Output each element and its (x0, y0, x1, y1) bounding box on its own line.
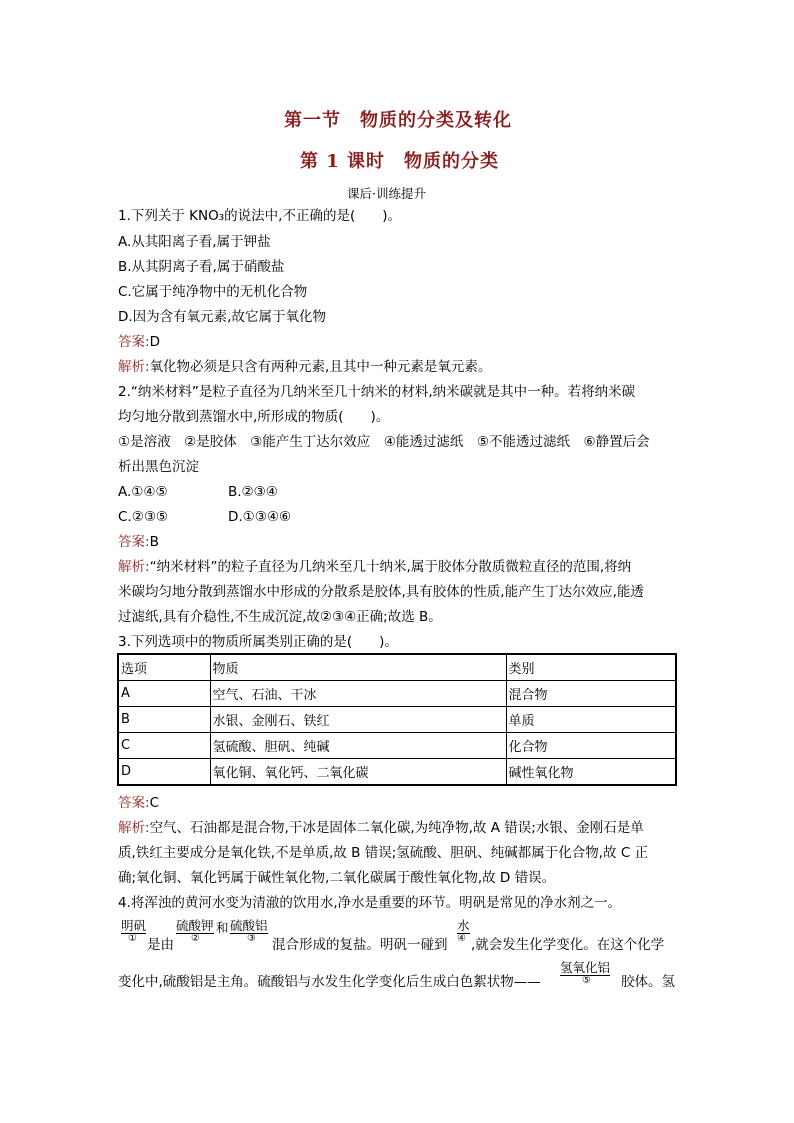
table-cell: 碱性氧化物 (506, 759, 676, 786)
underlined-word: 氢氧化铝 (560, 960, 611, 975)
q4-num-4: ④ (457, 933, 466, 944)
q4-word-1 (121, 918, 146, 934)
table-header-cell: 物质 (210, 654, 506, 681)
q2-stem-line-2: 均匀地分散到蒸馏水中,所形成的物质( )。 (118, 409, 390, 425)
q1-option-b: B.从其阴离子看,属于硝酸盐 (118, 259, 285, 275)
q1-option-c: C.它属于纯净物中的无机化合物 (118, 284, 308, 300)
table-row (118, 759, 676, 786)
q2-analysis-line-2: 米碳均匀地分散到蒸馏水中形成的分散系是胶体,具有胶体的性质,能产生丁达尔效应,能透 (118, 584, 644, 600)
q1-stem: 1.下列关于 KNO₃的说法中,不正确的是( )。 (118, 208, 401, 224)
q1-analysis (118, 358, 491, 376)
table-cell: C (118, 733, 210, 759)
table-cell: 空气、石油、干冰 (210, 681, 506, 707)
analysis-label: 解析: (118, 359, 150, 375)
lesson-title: 第 1 课时 物质的分类 (300, 151, 500, 172)
analysis-text: “纳米材料”的粒子直径为几纳米至几十纳米,属于胶体分散质微粒直径的范围,将纳 (149, 559, 632, 575)
q4-text-4: ,就会发生化学变化。在这个化学 (471, 937, 665, 953)
answer-label: 答案: (118, 795, 150, 811)
q3-answer (118, 794, 159, 812)
table-cell: 化合物 (506, 733, 676, 759)
q4-stem: 4.将浑浊的黄河水变为清澈的饮用水,净水是重要的环节。明矾是常见的净水剂之一。 (118, 895, 622, 911)
q3-analysis-line-2: 质,铁红主要成分是氧化铁,不是单质,故 B 错误;氢硫酸、胆矾、纯碱都属于化合物,故 C 正 (118, 845, 649, 861)
q4-text-3: 混合形成的复盐。明矾一碰到 (272, 937, 448, 953)
q4-text-1: 是由 (147, 937, 174, 953)
section-title: 第一节 物质的分类及转化 (284, 110, 512, 131)
q4-text-2: 和 (216, 920, 229, 935)
q1-option-a: A.从其阳离子看,属于钾盐 (118, 234, 271, 250)
q2-analysis-line-3: 过滤纸,具有介稳性,不生成沉淀,故②③④正确;故选 B。 (118, 609, 442, 625)
table-cell: D (118, 759, 210, 786)
underlined-word: 水 (457, 918, 470, 933)
answer-value: C (149, 795, 159, 811)
q4-word-3 (230, 918, 268, 934)
q4-line-3: 变化中,硫酸铝是主角。硫酸铝与水发生化学变化后生成白色絮状物—— (118, 974, 541, 990)
q3-analysis-line-1 (118, 819, 644, 837)
underlined-word: 明矾 (121, 918, 147, 933)
table-row (118, 681, 676, 707)
analysis-label: 解析: (118, 559, 150, 575)
q4-num-1: ① (128, 933, 137, 944)
table-cell: 氢硫酸、胆矾、纯碱 (210, 733, 506, 759)
q2-option-d: D.①③④⑥ (228, 509, 292, 525)
table-cell: 单质 (506, 707, 676, 733)
q4-num-3: ③ (247, 933, 256, 944)
q2-option-a: A.①④⑤ (118, 484, 168, 500)
table-header-row (118, 654, 676, 681)
q2-stem-line-3: ①是溶液 ②是胶体 ③能产生丁达尔效应 ④能透过滤纸 ⑤不能透过滤纸 ⑥静置后会 (118, 434, 650, 450)
q4-word-5 (560, 960, 610, 976)
q2-answer (118, 533, 159, 551)
analysis-label: 解析: (118, 820, 150, 836)
table-header-cell: 选项 (118, 654, 210, 681)
q4-num-2: ② (191, 933, 200, 944)
q2-analysis-line-1 (118, 558, 631, 576)
q3-analysis-line-3: 确;氧化铜、氧化钙属于碱性氧化物,二氧化碳属于酸性氧化物,故 D 错误。 (118, 870, 556, 886)
q4-line-3-end: 胶体。氢 (621, 974, 675, 990)
q4-word-4 (457, 918, 470, 934)
analysis-text: 空气、石油都是混合物,干冰是固体二氧化碳,为纯净物,故 A 错误;水银、金刚石是单 (149, 820, 644, 836)
answer-label: 答案: (118, 334, 150, 350)
underlined-word: 硫酸钾 (176, 918, 214, 933)
answer-value: B (149, 534, 159, 550)
q4-num-5: ⑤ (582, 975, 591, 986)
answer-label: 答案: (118, 534, 150, 550)
table-cell: 氧化铜、氧化钙、二氧化碳 (210, 759, 506, 786)
q2-option-b: B.②③④ (228, 484, 278, 500)
table-row (118, 733, 676, 759)
table-row (118, 707, 676, 733)
page-subtitle: 课后·训练提升 (347, 186, 426, 201)
q2-option-c: C.②③⑤ (118, 509, 169, 525)
q1-option-d: D.因为含有氧元素,故它属于氧化物 (118, 309, 326, 325)
table-cell: 混合物 (506, 681, 676, 707)
q4-word-2 (176, 918, 214, 934)
q1-answer (118, 333, 160, 351)
underlined-word: 硫酸铝 (230, 918, 268, 933)
analysis-text: 氧化物必须是只含有两种元素,且其中一种元素是氧元素。 (149, 359, 492, 375)
table-cell: A (118, 681, 210, 707)
q2-stem-line-4: 析出黑色沉淀 (118, 459, 199, 475)
q3-stem: 3.下列选项中的物质所属类别正确的是( )。 (118, 634, 398, 650)
answer-value: D (149, 334, 160, 350)
table-cell: B (118, 707, 210, 733)
q2-stem-line-1: 2.“纳米材料”是粒子直径为几纳米至几十纳米的材料,纳米碳就是其中一种。若将纳米碳 (118, 384, 636, 400)
table-header-cell: 类别 (506, 654, 676, 681)
table-cell: 水银、金刚石、铁红 (210, 707, 506, 733)
q3-table (117, 653, 677, 786)
